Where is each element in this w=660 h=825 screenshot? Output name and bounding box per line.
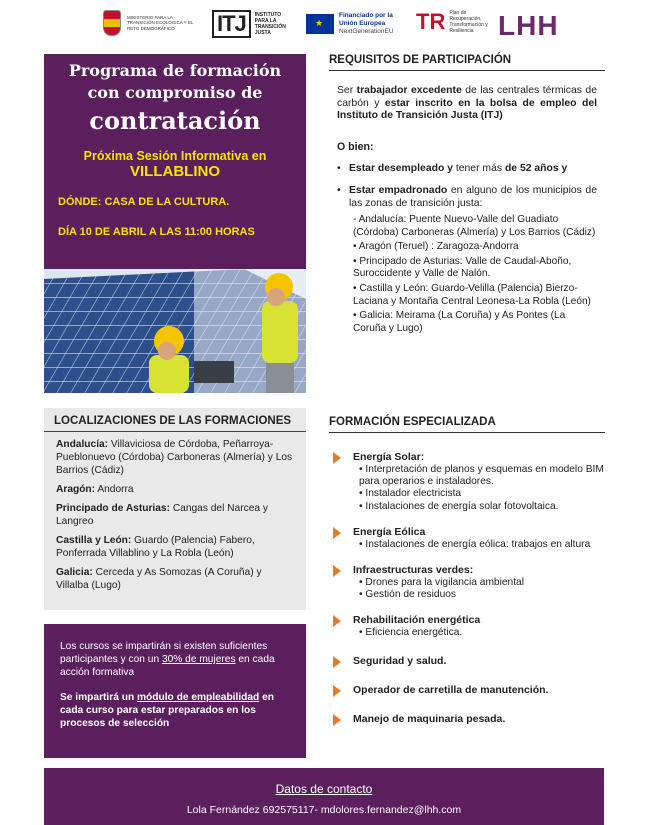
prtr-text: Plan de Recuperación, Transformación y Resiliencia	[449, 10, 488, 34]
women-quota-highlight: 30% de mujeres	[161, 654, 236, 665]
training-sub: • Interpretación de planos y esquemas en modelo BIM para operarios e instaladores.	[359, 463, 604, 487]
logo-bar	[0, 10, 660, 46]
itj-mark: ITJ	[212, 10, 251, 38]
location-item	[56, 566, 294, 592]
intro-bold: estar inscrito en la bolsa de empleo del Instituto de Transición Justa (ITJ)	[337, 97, 597, 121]
training-item	[333, 684, 605, 697]
session-location: DÓNDE: CASA DE LA CULTURA.	[58, 196, 230, 208]
zones-list	[353, 214, 597, 335]
training-title: Infraestructuras verdes:	[353, 564, 474, 577]
hero-title	[44, 60, 306, 138]
location-item	[56, 483, 294, 496]
location-region: Castilla y León:	[56, 535, 132, 546]
intro-text: de las centrales térmicas de carbón y	[337, 85, 597, 109]
itj-logo	[212, 10, 295, 38]
session-town: VILLABLINO	[130, 163, 220, 180]
bullet-bold: Estar empadronado	[349, 185, 448, 196]
bullet-bold: de 52 años y	[504, 162, 568, 174]
ministry-logo	[103, 10, 197, 36]
bullet-bold: Estar desempleado y	[349, 162, 453, 174]
location-places: Guardo (Palencia) Fabero, Ponferrada Villablino y La Robla (León)	[56, 535, 255, 559]
location-item	[56, 438, 294, 477]
ministry-text: MINISTERIO PARA LA TRANSICIÓN ECOLÓGICA Y EL RETO DEMOGRÁFICO	[127, 14, 194, 31]
contact-title: Datos de contacto	[275, 782, 373, 796]
note-text: Se impartirá un	[60, 692, 137, 703]
or-label: O bien:	[337, 140, 374, 153]
arrow-bullet-icon	[333, 714, 341, 726]
note-text: en cada acción formativa	[60, 654, 275, 678]
title-line-1: Programa de formación	[68, 61, 282, 80]
arrow-bullet-icon	[333, 685, 341, 697]
locations-heading: LOCALIZACIONES DE LAS FORMACIONES	[44, 408, 306, 432]
training-sub: • Instalaciones de energía eólica: trabajos en altura	[359, 538, 591, 550]
arrow-bullet-icon	[333, 565, 341, 577]
zone-item: • Galicia: Meirama (La Coruña) y As Pontes (La Coruña y Lugo)	[353, 310, 566, 334]
eu-title: Financiado por la Unión Europea	[339, 12, 393, 27]
training-item	[333, 451, 605, 513]
training-item	[333, 526, 605, 551]
training-title: Rehabilitación energética	[353, 614, 481, 627]
bullet-icon: •	[337, 185, 341, 196]
location-places: Cerceda y As Somozas (A Coruña) y Villalba (Lugo)	[56, 567, 262, 591]
training-item	[333, 655, 605, 668]
arrow-bullet-icon	[333, 615, 341, 627]
arrow-bullet-icon	[333, 452, 341, 464]
prtr-logo	[416, 10, 497, 34]
zone-item: - Andalucía: Puente Nuevo-Valle del Guadiato (Córdoba) Carboneras (Almería) y Los Barrios (Cádiz)	[353, 214, 596, 238]
training-item	[333, 614, 605, 639]
itj-text: INSTITUTO PARA LA TRANSICIÓN JUSTA	[254, 12, 286, 36]
requirements-section	[329, 54, 605, 337]
training-sub: • Instalador electricista	[359, 488, 462, 500]
prtr-mark: TR	[416, 9, 446, 34]
eu-subtitle: NextGenerationEU	[339, 28, 394, 35]
zone-item: • Aragón (Teruel) : Zaragoza-Andorra	[353, 241, 519, 253]
next-session-label: Próxima Sesión Informativa en	[83, 149, 267, 163]
locations-list	[44, 432, 306, 604]
training-sub: • Eficiencia energética.	[359, 626, 463, 638]
zone-item: • Castilla y León: Guardo-Velilla (Palencia) Bierzo-Laciana y Montaña Central Leonesa-La Robla (León)	[353, 282, 591, 307]
training-title: Energía Solar:	[353, 451, 425, 463]
women-quota-note	[44, 624, 306, 679]
requirements-intro	[337, 85, 597, 123]
training-section	[329, 416, 605, 726]
conditions-panel	[44, 624, 306, 758]
arrow-bullet-icon	[333, 656, 341, 668]
contact-footer	[44, 768, 604, 825]
location-item	[56, 534, 294, 560]
session-date: DÍA 10 DE ABRIL A LAS 11:00 HORAS	[58, 226, 255, 238]
title-line-2: con compromiso de	[87, 83, 263, 102]
location-region: Galicia:	[56, 567, 93, 578]
requirements-heading: REQUISITOS DE PARTICIPACIÓN	[329, 54, 605, 71]
location-region: Principado de Asturias:	[56, 503, 170, 514]
training-item	[333, 713, 605, 726]
training-item	[333, 564, 605, 601]
intro-text: Ser	[337, 85, 357, 96]
location-places: Villaviciosa de Córdoba, Peñarroya-Pueblonuevo (Córdoba) Carboneras (Almería) y Los Barrios (Cádiz)	[56, 439, 293, 476]
next-session	[44, 148, 306, 180]
training-title: Manejo de maquinaria pesada.	[353, 713, 506, 726]
zone-item: • Principado de Asturias: Valle de Caudal-Aboño, Suroccidente y Valle de Nalón.	[353, 255, 572, 280]
employability-highlight: módulo de empleabilidad	[137, 692, 260, 703]
note-text: en cada curso para estar preparados en los procesos de selección	[60, 692, 274, 729]
title-line-3: contratación	[89, 106, 261, 135]
training-sub: • Gestión de residuos	[359, 588, 457, 600]
training-sub: • Instalaciones de energía solar fotovoltaica.	[359, 500, 559, 512]
hero-panel	[44, 54, 306, 269]
requirement-bullet	[337, 163, 597, 176]
training-title: Operador de carretilla de manutención.	[353, 684, 549, 697]
locations-panel	[44, 408, 306, 610]
bullet-icon: •	[337, 162, 341, 174]
eu-logo	[306, 12, 411, 36]
location-places: Cangas del Narcea y Langreo	[56, 503, 268, 527]
training-sub: • Drones para la vigilancia ambiental	[359, 576, 524, 588]
bullet-text: en alguno de los municipios de las zonas de transición justa:	[349, 185, 597, 209]
training-title: Energía Eólica	[353, 526, 426, 539]
location-item	[56, 502, 294, 528]
location-places: Andorra	[95, 484, 134, 495]
solar-panels-illustration	[44, 269, 306, 393]
solar-workers-photo	[44, 269, 306, 393]
eu-flag-icon	[306, 14, 334, 34]
requirement-bullet	[337, 185, 597, 210]
intro-bold: trabajador excedente	[356, 85, 462, 96]
training-title: Seguridad y salud.	[353, 655, 447, 668]
location-region: Aragón:	[56, 484, 96, 495]
lhh-logo: LHH	[498, 10, 559, 41]
employability-note	[44, 679, 306, 730]
bullet-text: tener más	[452, 162, 505, 174]
training-heading: FORMACIÓN ESPECIALIZADA	[329, 416, 605, 433]
location-region: Andalucía:	[56, 439, 109, 450]
spain-crest-icon	[103, 10, 121, 36]
arrow-bullet-icon	[333, 527, 341, 539]
contact-details[interactable]: Lola Fernández 692575117- mdolores.fernandez@lhh.com	[186, 804, 462, 816]
note-text: Los cursos se impartirán si existen suficientes participantes y con un	[60, 641, 268, 665]
